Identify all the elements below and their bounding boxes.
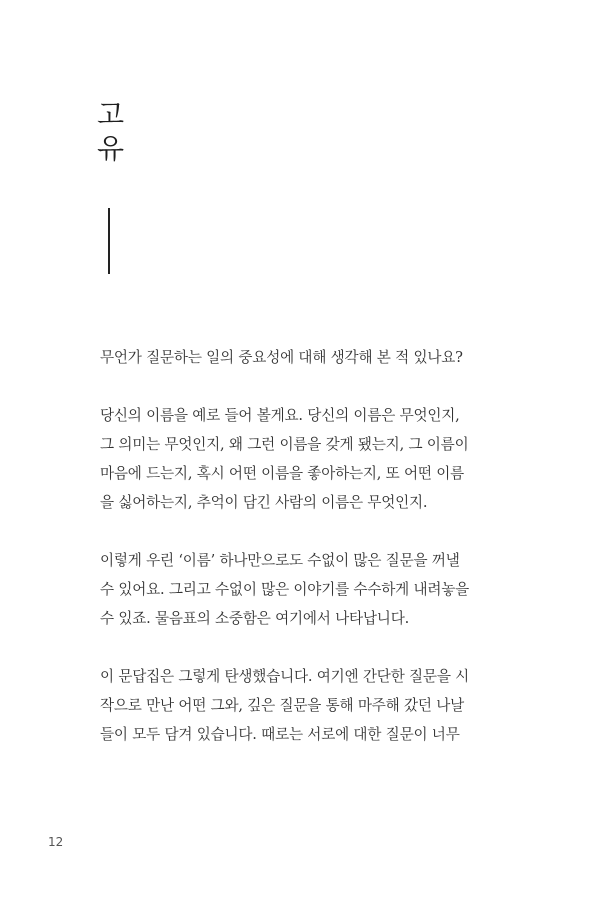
text-line: 수 있죠. 물음표의 소중함은 여기에서 나타납니다. <box>100 610 410 627</box>
text-line: 그 의미는 무엇인지, 왜 그런 이름을 갖게 됐는지, 그 이름이 <box>100 436 469 453</box>
vertical-divider <box>108 208 110 274</box>
text-line: 이렇게 우린 ‘이름’ 하나만으로도 수없이 많은 질문을 꺼낼 <box>100 552 460 569</box>
chapter-title-line-1: 고 <box>97 98 125 131</box>
text-line: 작으로 만난 어떤 그와, 깊은 질문을 통해 마주해 갔던 나날 <box>100 697 465 714</box>
body-text <box>100 343 492 778</box>
paragraph-1 <box>100 343 492 372</box>
text-line: 을 싫어하는지, 추억이 담긴 사람의 이름은 무엇인지. <box>100 494 428 511</box>
chapter-title <box>97 98 124 166</box>
text-line: 무언가 질문하는 일의 중요성에 대해 생각해 본 적 있나요? <box>100 349 463 366</box>
paragraph-4 <box>100 662 492 749</box>
chapter-title-line-2: 유 <box>97 132 125 165</box>
text-line: 이 문답집은 그렇게 탄생했습니다. 여기엔 간단한 질문을 시 <box>100 668 470 685</box>
text-line: 마음에 드는지, 혹시 어떤 이름을 좋아하는지, 또 어떤 이름 <box>100 465 465 482</box>
page-number: 12 <box>48 835 64 849</box>
text-line: 들이 모두 담겨 있습니다. 때로는 서로에 대한 질문이 너무 <box>100 726 460 743</box>
paragraph-3 <box>100 546 492 633</box>
paragraph-2 <box>100 401 492 517</box>
text-line: 수 있어요. 그리고 수없이 많은 이야기를 수수하게 내려놓을 <box>100 581 470 598</box>
text-line: 당신의 이름을 예로 들어 볼게요. 당신의 이름은 무엇인지, <box>100 407 460 424</box>
